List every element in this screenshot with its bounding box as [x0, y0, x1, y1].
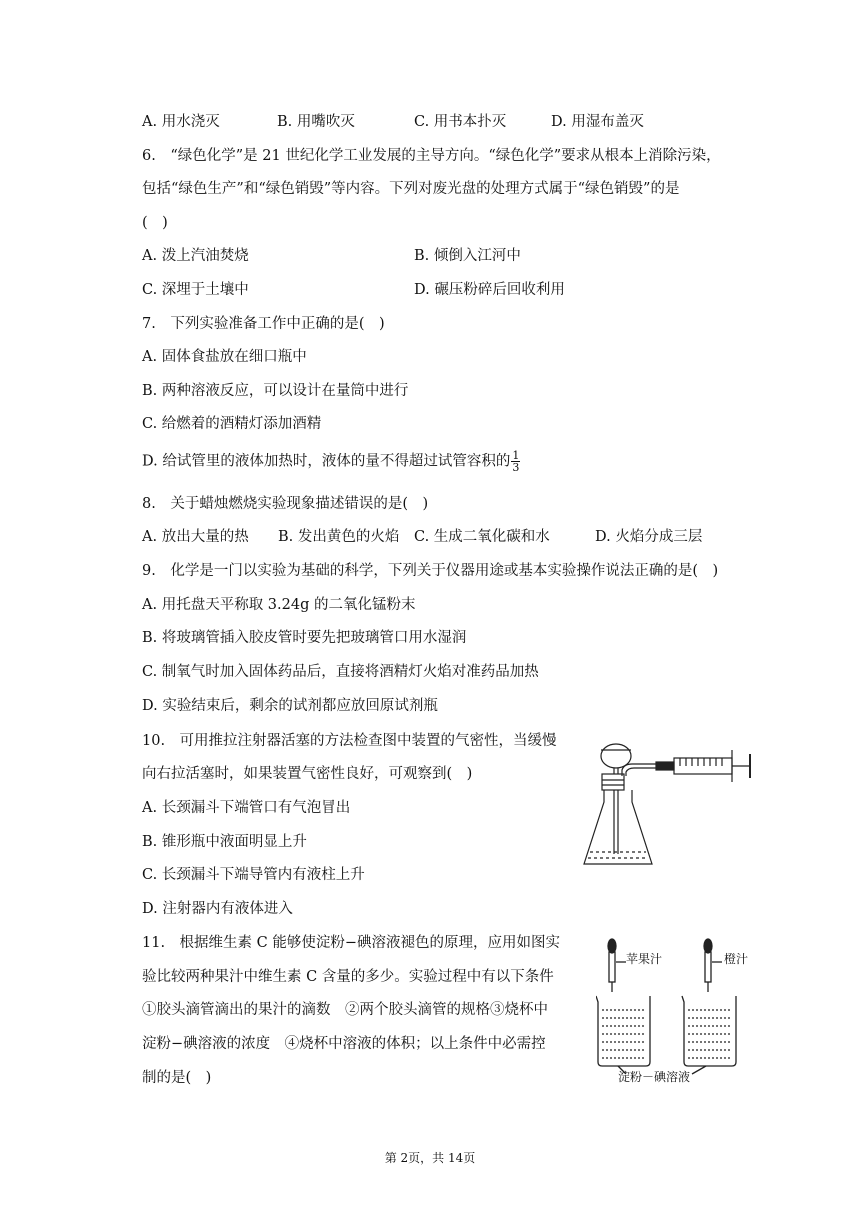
- label-orange-juice: 橙汁: [724, 952, 749, 966]
- right-beaker: [682, 996, 736, 1066]
- q5-option-b: B. 用嘴吹灭: [277, 114, 355, 130]
- q5-option-d: D. 用湿布盖灭: [551, 114, 644, 130]
- fraction-one-third: [511, 450, 520, 473]
- label-starch-iodine-solution: 淀粉－碘溶液: [618, 1070, 691, 1084]
- q6-option-c: C. 深埋于土壤中: [142, 282, 249, 298]
- q10-option-b: B. 锥形瓶中液面明显上升: [142, 834, 307, 850]
- q6-stem-line2: 包括“绿色生产”和“绿色销毁”等内容。下列对废光盘的处理方式属于“绿色销毁”的是: [142, 181, 680, 197]
- right-dropper-tube: [705, 952, 711, 982]
- q7-option-d-text: D. 给试管里的液体加热时，液体的量不得超过试管容积的: [142, 453, 511, 470]
- left-dropper-tube: [609, 952, 615, 982]
- stopper: [602, 774, 624, 790]
- q9-stem: 9. 化学是一门以实验为基础的科学，下列关于仪器用途或基本实验操作说法正确的是( ): [142, 563, 719, 579]
- right-dropper-bulb: [704, 939, 712, 953]
- rubber-connector: [656, 762, 674, 770]
- q8-stem: 8. 关于蜡烛燃烧实验现象描述错误的是( ): [142, 496, 429, 512]
- left-dropper-bulb: [608, 939, 616, 953]
- left-beaker: [596, 996, 650, 1066]
- q10-option-c: C. 长颈漏斗下端导管内有液柱上升: [142, 867, 365, 883]
- q7-stem: 7. 下列实验准备工作中正确的是( ): [142, 316, 385, 332]
- right-beaker-solution: [688, 1010, 732, 1058]
- q8-option-d: D. 火焰分成三层: [595, 529, 703, 545]
- airtightness-apparatus-figure: [578, 736, 760, 870]
- q7-option-b: B. 两种溶液反应，可以设计在量筒中进行: [142, 383, 409, 399]
- label-apple-juice: 苹果汁: [626, 952, 663, 966]
- q9-option-b: B. 将玻璃管插入胶皮管时要先把玻璃管口用水湿润: [142, 630, 467, 646]
- q11-stem-line4: 淀粉−碘溶液的浓度 ④烧杯中溶液的体积；以上条件中必需控: [142, 1036, 546, 1052]
- q11-stem-line2: 验比较两种果汁中维生素 C 含量的多少。实验过程中有以下条件: [142, 969, 554, 985]
- q10-option-a: A. 长颈漏斗下端管口有气泡冒出: [142, 800, 351, 816]
- q6-option-d: D. 碾压粉碎后回收利用: [414, 282, 565, 298]
- q11-stem-line5: 制的是( ): [142, 1070, 212, 1086]
- vitamin-c-experiment-figure: [596, 934, 762, 1088]
- q10-stem-line2: 向右拉活塞时，如果装置气密性良好，可观察到( ): [142, 766, 473, 782]
- q9-option-d: D. 实验结束后，剩余的试剂都应放回原试剂瓶: [142, 698, 438, 714]
- q6-option-a: A. 泼上汽油焚烧: [142, 248, 249, 264]
- q7-option-c: C. 给燃着的酒精灯添加酒精: [142, 416, 322, 432]
- q10-stem-line1: 10. 可用推拉注射器活塞的方法检查图中装置的气密性，当缓慢: [142, 733, 557, 749]
- fraction-denominator: 3: [512, 461, 520, 474]
- syringe-barrel: [674, 758, 732, 774]
- q10-option-d: D. 注射器内有液体进入: [142, 901, 293, 917]
- fraction-numerator: 1: [512, 449, 520, 462]
- q9-option-a: A. 用托盘天平称取 3.24g 的二氧化锰粉末: [142, 597, 416, 613]
- q8-option-c: C. 生成二氧化碳和水: [414, 529, 550, 545]
- q8-option-a: A. 放出大量的热: [142, 529, 249, 545]
- q6-stem-line3: ( ): [142, 215, 168, 231]
- q7-option-a: A. 固体食盐放在细口瓶中: [142, 349, 307, 365]
- q8-option-b: B. 发出黄色的火焰: [278, 529, 400, 545]
- q5-option-a: A. 用水浇灭: [142, 114, 220, 130]
- q6-stem-line1: 6. “绿色化学”是 21 世纪化学工业发展的主导方向。“绿色化学”要求从根本上消除污染，: [142, 148, 721, 164]
- q7-option-d: [142, 450, 520, 473]
- q6-option-b: B. 倾倒入江河中: [414, 248, 521, 264]
- q9-option-c: C. 制氧气时加入固体药品后，直接将酒精灯火焰对准药品加热: [142, 664, 539, 680]
- q11-stem-line3: ①胶头滴管滴出的果汁的滴数 ②两个胶头滴管的规格③烧杯中: [142, 1002, 548, 1018]
- q11-stem-line1: 11. 根据维生素 C 能够使淀粉−碘溶液褪色的原理，应用如图实: [142, 935, 561, 951]
- page-footer: 第 2页，共 14页: [384, 1151, 476, 1165]
- q5-option-c: C. 用书本扑灭: [414, 114, 507, 130]
- left-beaker-solution: [602, 1010, 646, 1058]
